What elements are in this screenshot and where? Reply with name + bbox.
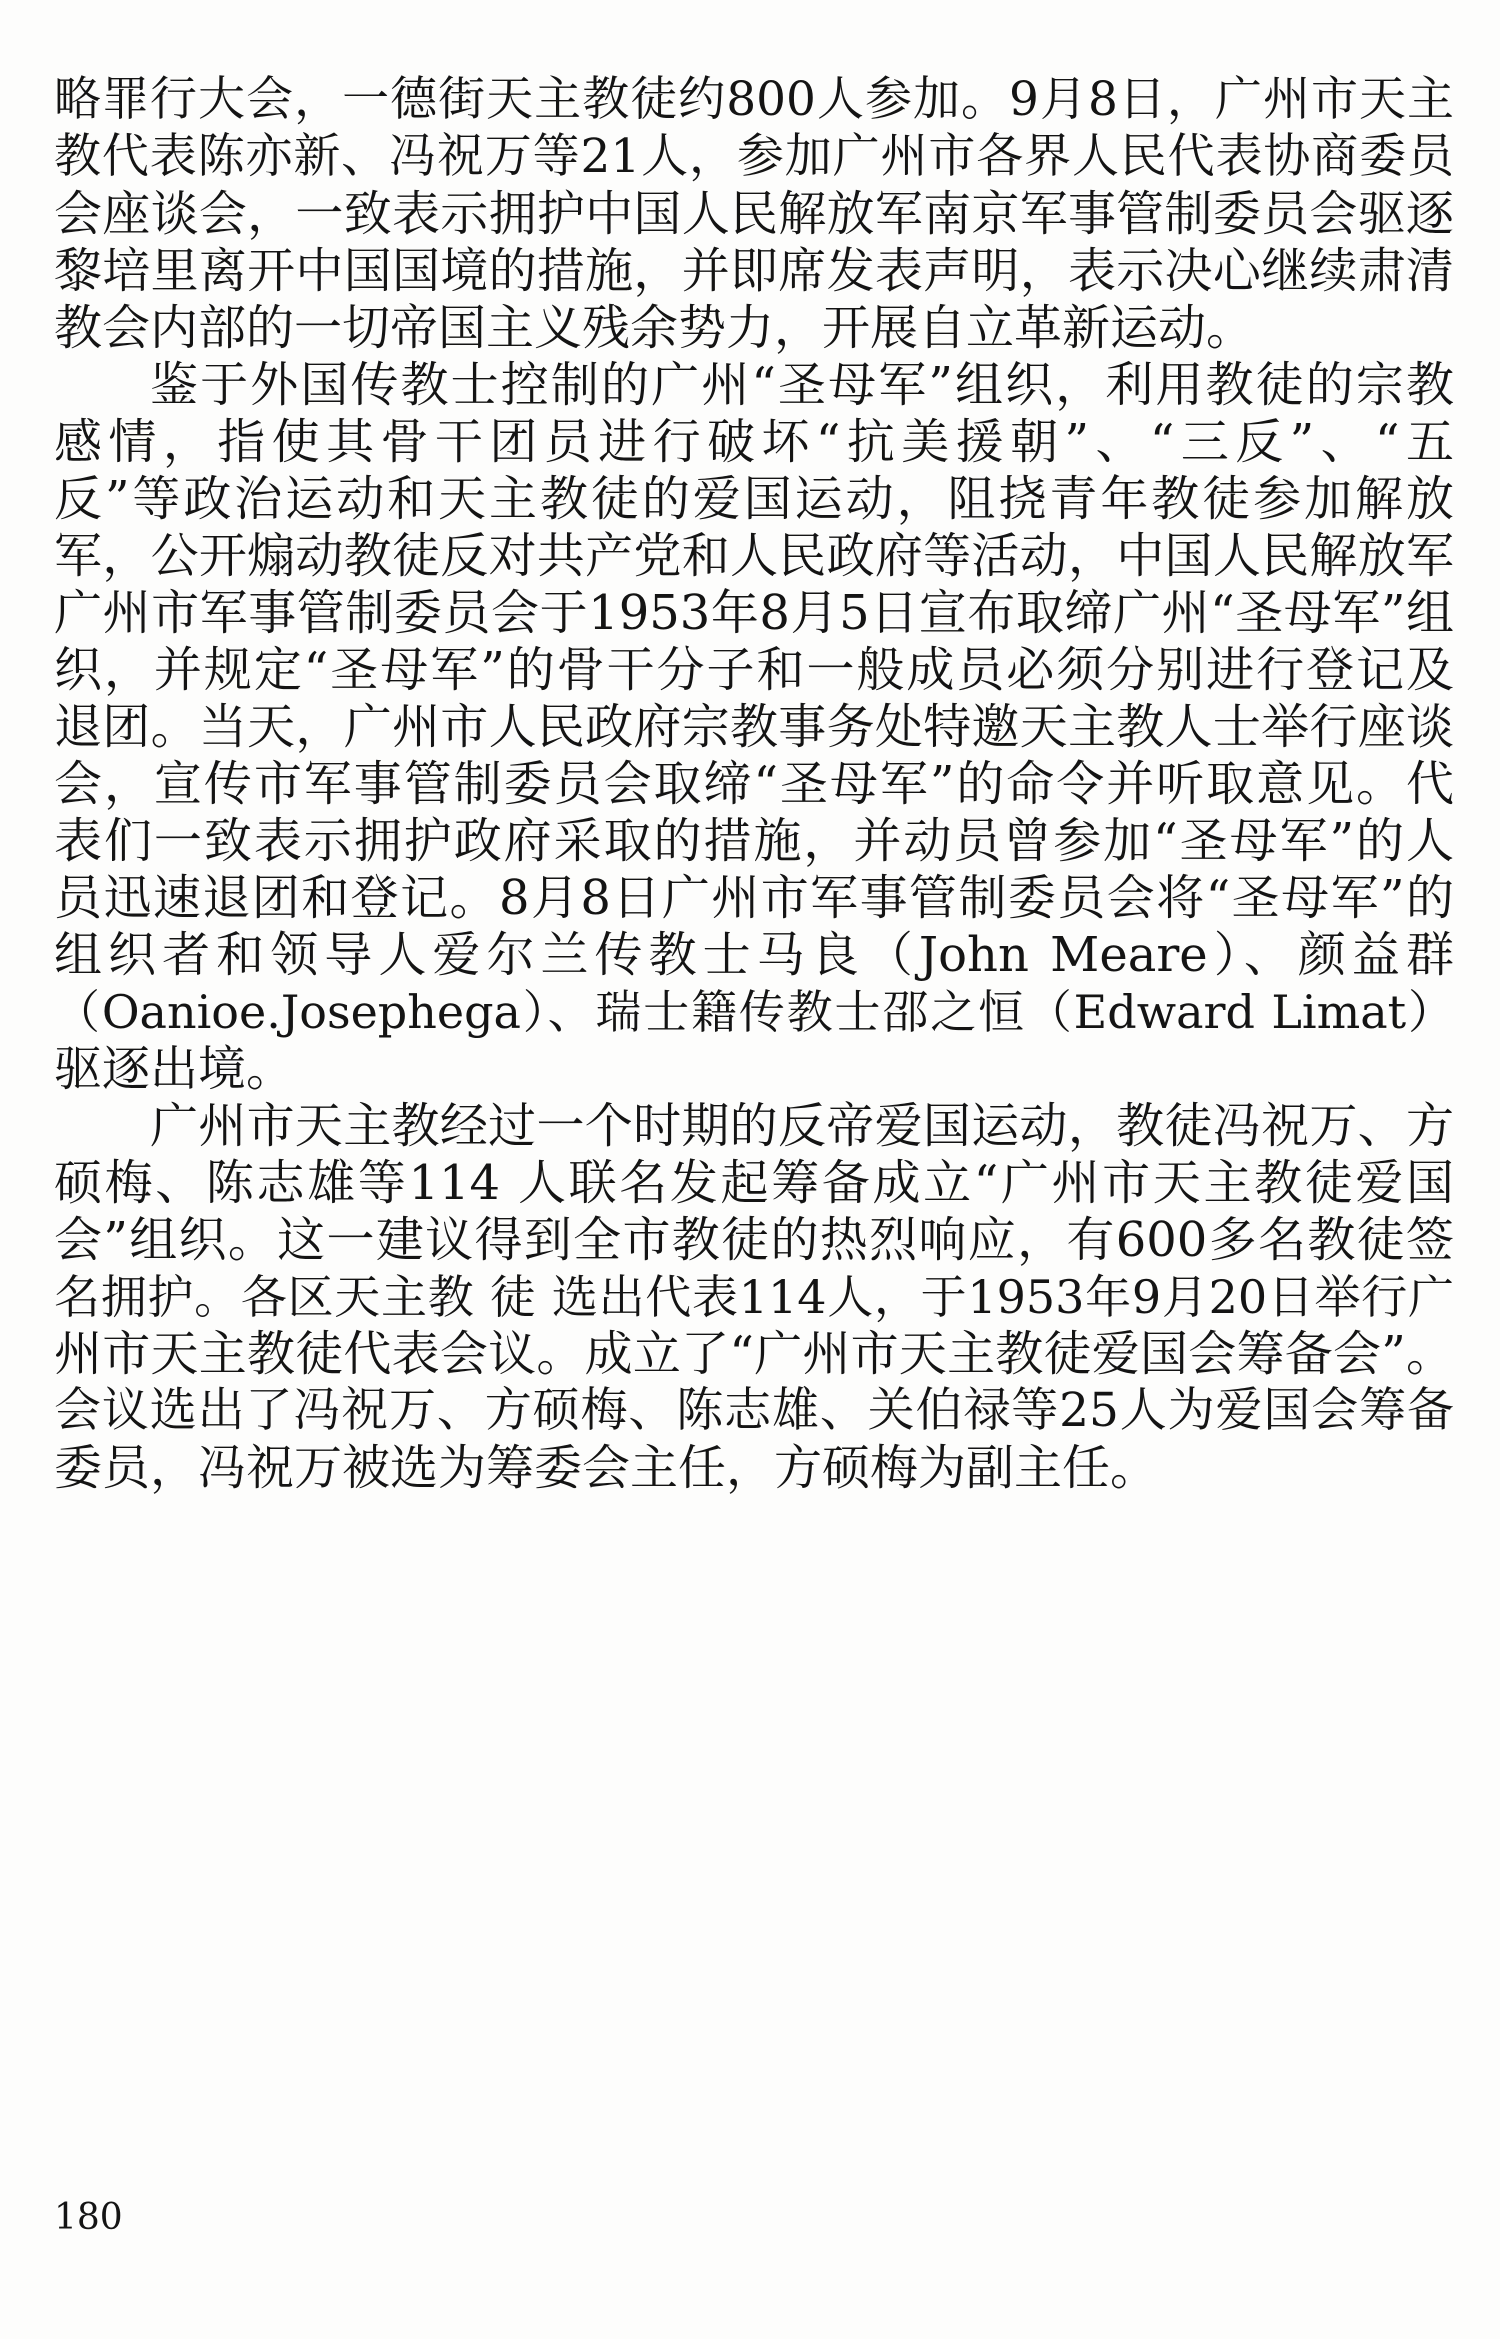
- text-line: 会”组织。这一建议得到全市教徒的热烈响应，有600多名教徒签: [54, 1212, 1454, 1268]
- text-line: 州市天主教徒代表会议。成立了“广州市天主教徒爱国会筹备会”。: [54, 1326, 1454, 1382]
- text-line: 略罪行大会，一德街天主教徒约800人参加。9月8日，广州市天主: [54, 72, 1454, 127]
- text-line: 广州市天主教经过一个时期的反帝爱国运动，教徒冯祝万、方: [150, 1098, 1454, 1154]
- text-line: 会座谈会，一致表示拥护中国人民解放军南京军事管制委员会驱逐: [54, 186, 1454, 242]
- text-line: 表们一致表示拥护政府采取的措施，并动员曾参加“圣母军”的人: [54, 813, 1454, 869]
- text-line: 硕梅、陈志雄等114 人联名发起筹备成立“广州市天主教徒爱国: [54, 1155, 1454, 1211]
- text-line: 织，并规定“圣母军”的骨干分子和一般成员必须分别进行登记及: [54, 642, 1454, 698]
- text-line: 委员，冯祝万被选为筹委会主任，方硕梅为副主任。: [54, 1440, 1159, 1496]
- text-line: 教会内部的一切帝国主义残余势力，开展自立革新运动。: [54, 300, 1255, 356]
- page-number: 180: [54, 2197, 123, 2238]
- text-line: 鉴于外国传教士控制的广州“圣母军”组织，利用教徒的宗教: [150, 357, 1454, 413]
- text-line: 军，公开煽动教徒反对共产党和人民政府等活动，中国人民解放军: [54, 528, 1454, 584]
- text-line: 会议选出了冯祝万、方硕梅、陈志雄、关伯禄等25人为爱国会筹备: [54, 1383, 1454, 1438]
- text-line: 教代表陈亦新、冯祝万等21人，参加广州市各界人民代表协商委员: [54, 129, 1454, 184]
- text-line: 黎培里离开中国国境的措施，并即席发表声明，表示决心继续肃清: [54, 243, 1454, 299]
- text-line: 感情，指使其骨干团员进行破坏“抗美援朝”、“三反”、“五: [54, 414, 1454, 470]
- text-line: 会，宣传市军事管制委员会取缔“圣母军”的命令并听取意见。代: [54, 756, 1454, 812]
- text-line: 名拥护。各区天主教 徒 选出代表114人，于1953年9月20日举行广: [54, 1270, 1454, 1324]
- text-line: 退团。当天，广州市人民政府宗教事务处特邀天主教人士举行座谈: [54, 699, 1454, 755]
- text-line: 反”等政治运动和天主教徒的爱国运动，阻挠青年教徒参加解放: [54, 471, 1454, 527]
- text-line: 员迅速退团和登记。8月8日广州市军事管制委员会将“圣母军”的: [54, 870, 1454, 926]
- text-line: 驱逐出境。: [54, 1041, 295, 1097]
- text-line: （Oanioe.Josephega）、瑞士籍传教士邵之恒（Edward Limat）: [54, 985, 1454, 1039]
- text-line: 广州市军事管制委员会于1953年8月5日宣布取缔广州“圣母军”组: [54, 585, 1454, 641]
- text-line: 组织者和领导人爱尔兰传教士马良（John Meare）、颜益群: [54, 927, 1454, 983]
